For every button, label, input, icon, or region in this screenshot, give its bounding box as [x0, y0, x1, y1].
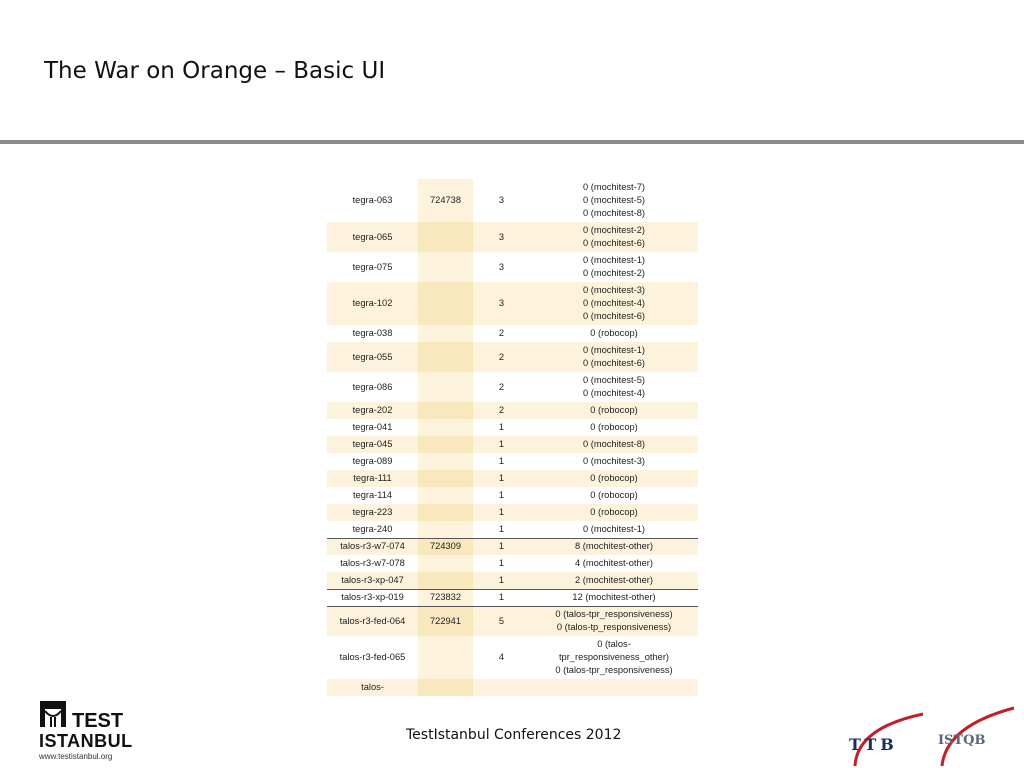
count-cell: 3 [473, 222, 530, 252]
count-cell: 5 [473, 606, 530, 636]
machine-cell: tegra-041 [327, 419, 418, 436]
revision-cell [418, 572, 473, 589]
count-cell: 1 [473, 470, 530, 487]
count-cell: 3 [473, 282, 530, 325]
count-cell: 1 [473, 538, 530, 555]
details-cell [530, 419, 698, 436]
table-row [327, 470, 698, 487]
revision-cell: 724309 [418, 538, 473, 555]
machine-cell: tegra-075 [327, 252, 418, 282]
revision-cell [418, 636, 473, 679]
details-cell [530, 679, 698, 696]
detail-line: 0 (mochitest-3) [583, 456, 645, 466]
istqb-logo [930, 706, 1016, 766]
revision-cell [418, 325, 473, 342]
detail-line: 0 (robocop) [590, 490, 638, 500]
machine-cell: tegra-055 [327, 342, 418, 372]
istqb-logo-text: ISTQB [938, 733, 986, 748]
ttb-logo-text: TTB [849, 735, 898, 754]
detail-line: 0 (talos-tp_responsiveness) [556, 622, 672, 633]
detail-line: 8 (mochitest-other) [574, 541, 654, 552]
detail-line: 0 (mochitest-1) [583, 255, 645, 265]
detail-line: 0 (robocop) [590, 507, 638, 517]
count-cell: 2 [473, 402, 530, 419]
table-row [327, 419, 698, 436]
machine-cell: tegra-045 [327, 436, 418, 453]
revision-cell [418, 402, 473, 419]
details-cell [530, 521, 698, 538]
detail-line: 0 (robocop) [590, 328, 638, 338]
table-row [327, 538, 698, 555]
count-cell: 2 [473, 325, 530, 342]
revision-cell [418, 555, 473, 572]
revision-cell [418, 470, 473, 487]
ttb-logo [845, 708, 925, 766]
count-cell: 1 [473, 419, 530, 436]
machine-cell: talos-r3-xp-047 [327, 572, 418, 589]
count-cell [473, 679, 530, 696]
table-row [327, 342, 698, 372]
table-row [327, 222, 698, 252]
detail-line: 0 (talos- [597, 639, 631, 649]
logo-text-test: TEST [72, 710, 124, 732]
revision-cell [418, 372, 473, 402]
details-cell [530, 487, 698, 504]
revision-cell [418, 342, 473, 372]
machine-cell: talos-r3-w7-078 [327, 555, 418, 572]
details-cell [530, 179, 698, 222]
revision-cell [418, 679, 473, 696]
count-cell: 1 [473, 504, 530, 521]
detail-line: 0 (mochitest-8) [583, 439, 645, 449]
table-row [327, 606, 698, 636]
machine-cell: tegra-086 [327, 372, 418, 402]
machine-cell: tegra-065 [327, 222, 418, 252]
count-cell: 3 [473, 179, 530, 222]
detail-line: 0 (mochitest-7) [583, 182, 645, 192]
detail-line: 0 (talos-tpr_responsiveness) [555, 665, 673, 675]
machine-cell: talos-r3-fed-065 [327, 636, 418, 679]
footer-caption: TestIstanbul Conferences 2012 [406, 727, 622, 743]
table-row [327, 436, 698, 453]
details-cell [530, 342, 698, 372]
details-cell [530, 470, 698, 487]
detail-line: 0 (robocop) [590, 422, 638, 432]
revision-cell: 722941 [418, 606, 473, 636]
revision-cell [418, 487, 473, 504]
machine-results-table [327, 179, 698, 692]
details-cell [530, 572, 698, 589]
detail-line: 0 (mochitest-6) [583, 238, 645, 248]
testistanbul-logo [38, 697, 148, 763]
table-row [327, 679, 698, 696]
detail-line: 0 (robocop) [590, 473, 638, 483]
details-cell [530, 222, 698, 252]
detail-line: 12 (mochitest-other) [572, 592, 656, 602]
machine-cell: talos-r3-fed-064 [327, 606, 418, 636]
count-cell: 2 [473, 372, 530, 402]
detail-line: 0 (talos-tpr_responsiveness) [555, 609, 673, 620]
machine-cell: talos-r3-w7-074 [327, 538, 418, 555]
detail-line: 0 (mochitest-8) [583, 208, 645, 218]
count-cell: 1 [473, 589, 530, 606]
table-row [327, 179, 698, 222]
machine-cell: tegra-038 [327, 325, 418, 342]
revision-cell [418, 252, 473, 282]
table-row [327, 282, 698, 325]
machine-cell: tegra-063 [327, 179, 418, 222]
count-cell: 1 [473, 521, 530, 538]
table-row [327, 636, 698, 679]
count-cell: 1 [473, 453, 530, 470]
detail-line: 0 (mochitest-4) [583, 388, 645, 398]
detail-line: 0 (mochitest-1) [583, 523, 645, 534]
machine-cell: tegra-114 [327, 487, 418, 504]
machine-cell: tegra-202 [327, 402, 418, 419]
table-row [327, 521, 698, 538]
details-cell [530, 436, 698, 453]
logo-url: www.testistanbul.org [39, 752, 113, 761]
details-cell [530, 453, 698, 470]
count-cell: 1 [473, 555, 530, 572]
table-row [327, 504, 698, 521]
detail-line: 0 (mochitest-5) [583, 195, 645, 205]
revision-cell [418, 521, 473, 538]
table-row [327, 572, 698, 589]
machine-cell: tegra-089 [327, 453, 418, 470]
detail-line: 0 (mochitest-5) [583, 375, 645, 385]
count-cell: 4 [473, 636, 530, 679]
revision-cell [418, 504, 473, 521]
count-cell: 1 [473, 436, 530, 453]
count-cell: 2 [473, 342, 530, 372]
details-cell [530, 555, 698, 572]
table-row [327, 372, 698, 402]
machine-cell: talos- [327, 679, 418, 696]
detail-line: 0 (robocop) [590, 405, 638, 415]
machine-cell: talos-r3-xp-019 [327, 589, 418, 606]
detail-line: 4 (mochitest-other) [574, 558, 654, 568]
title-divider [0, 140, 1024, 144]
detail-line: 0 (mochitest-2) [583, 225, 645, 235]
count-cell: 1 [473, 572, 530, 589]
detail-line: 0 (mochitest-1) [583, 345, 645, 355]
details-cell [530, 325, 698, 342]
details-cell [530, 282, 698, 325]
details-cell [530, 504, 698, 521]
logo-text-istanbul: ISTANBUL [39, 731, 133, 751]
detail-line: tpr_responsiveness_other) [558, 652, 670, 662]
detail-line: 0 (mochitest-4) [583, 298, 645, 308]
details-cell [530, 538, 698, 555]
revision-cell [418, 282, 473, 325]
revision-cell: 723832 [418, 589, 473, 606]
details-cell [530, 589, 698, 606]
detail-line: 0 (mochitest-2) [583, 268, 645, 278]
revision-cell: 724738 [418, 179, 473, 222]
revision-cell [418, 419, 473, 436]
details-cell [530, 402, 698, 419]
detail-line: 2 (mochitest-other) [574, 574, 654, 585]
detail-line: 0 (mochitest-6) [583, 358, 645, 368]
details-cell [530, 252, 698, 282]
revision-cell [418, 436, 473, 453]
machine-cell: tegra-223 [327, 504, 418, 521]
details-cell [530, 606, 698, 636]
table-row [327, 325, 698, 342]
table-row [327, 453, 698, 470]
detail-line: 0 (mochitest-3) [583, 285, 645, 295]
table-row [327, 555, 698, 572]
table-row [327, 589, 698, 606]
bridge-icon [40, 701, 66, 727]
count-cell: 1 [473, 487, 530, 504]
machine-cell: tegra-102 [327, 282, 418, 325]
details-cell [530, 372, 698, 402]
revision-cell [418, 222, 473, 252]
table-row [327, 252, 698, 282]
details-cell [530, 636, 698, 679]
revision-cell [418, 453, 473, 470]
detail-line: 0 (mochitest-6) [583, 311, 645, 321]
machine-cell: tegra-111 [327, 470, 418, 487]
count-cell: 3 [473, 252, 530, 282]
slide-title: The War on Orange – Basic UI [44, 58, 386, 84]
machine-cell: tegra-240 [327, 521, 418, 538]
table-row [327, 487, 698, 504]
table-row [327, 402, 698, 419]
